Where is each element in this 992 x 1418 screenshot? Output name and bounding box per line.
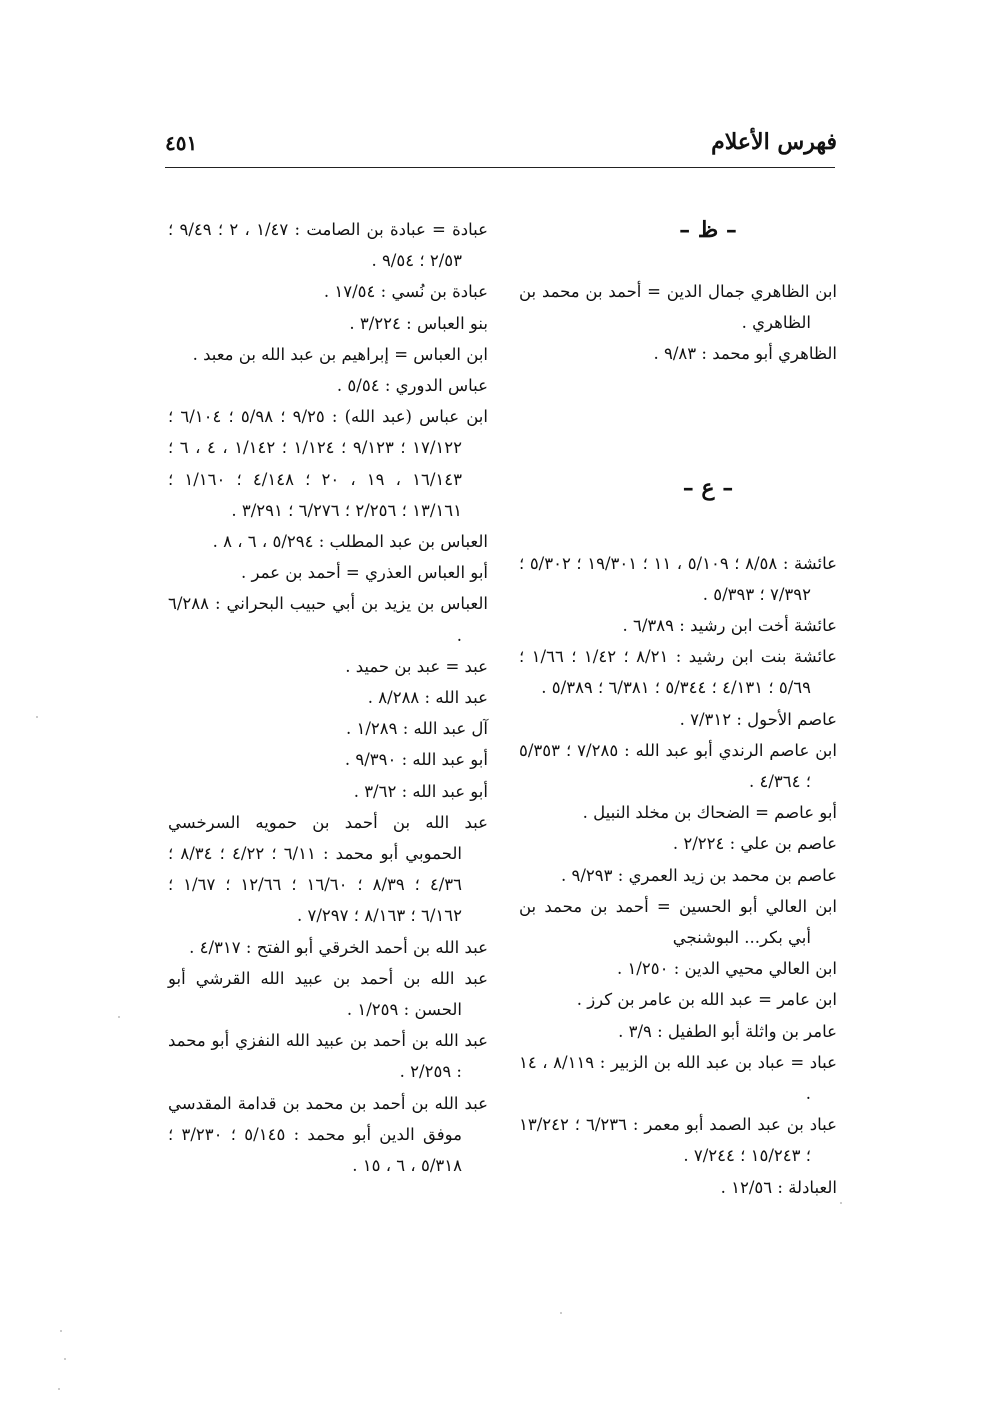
index-entry: آل عبد الله : ١/٢٨٩ . [345,719,488,739]
index-entry: عبادة بن نُسي : ١٧/٥٤ . [323,282,488,302]
index-entry: عبد الله بن أحمد بن عبيد الله النفزي أبو محمد : ٢/٢٥٩ . [168,1031,488,1082]
index-entry: ابن العالي أبو الحسين = أحمد بن محمد بن أبي بكر... البوشنجي [519,896,837,948]
index-entry: ابن العالي محيي الدين : ١/٢٥٠ . [616,959,837,979]
left-index-column [168,214,488,1181]
index-entry: أبو العباس العذري = أحمد بن عمر . [241,563,488,583]
index-entry: عبادة = عبادة بن الصامت : ١/٤٧ ، ٢ ؛ ٩/٤٩ ؛ ٢/٥٣ ؛ ٩/٥٤ . [168,220,488,271]
index-entry: عبد الله بن أحمد الخرقي أبو الفتح : ٤/٣١٧ . [189,937,488,957]
letter-heading-za: – ظ – [679,217,737,243]
index-entry: عبد = عبد بن حميد . [345,656,488,676]
right-index-column [519,214,837,1203]
index-entry: عائشة : ٨/٥٨ ؛ ٥/١٠٩ ، ١١ ؛ ١٩/٣٠١ ؛ ٥/٣٠٢ ؛ ٧/٣٩٢ ؛ ٥/٣٩٣ . [519,553,837,604]
index-entry: ابن عامر = عبد الله بن عامر بن كرز . [576,990,837,1010]
index-entry: العبادلة : ١٢/٥٦ . [720,1177,837,1197]
index-entry: عبد الله : ٨/٢٨٨ . [367,688,488,708]
index-entry: أبو عاصم = الضحاك بن مخلد النبيل . [582,803,837,823]
index-entry: الظاهري أبو محمد : ٩/٨٣ . [653,344,837,364]
index-entry: عبد الله بن أحمد بن عبيد الله القرشي أبو الحسن : ١/٢٥٩ . [168,968,488,1020]
header-rule [165,167,835,168]
index-entry: ابن عباس (عبد الله) : ٩/٢٥ ؛ ٥/٩٨ ؛ ٦/١٠٤ ؛ ١٧/١٢٢ ؛ ٩/١٢٣ ؛ ١/١٢٤ ؛ ١/١٤٢ ، ٤ ، ٦ ؛ ١٦/١٤٣ ، ١٩ ، ٢٠ ؛ ٤/١٤٨ ؛ ١/١٦٠ ؛ ١٣/١٦١ ؛ ٢/٢٥٦ ؛ ٦/٢٧٦ ؛ ٣/٢٩١ . [168,407,488,520]
index-entry: عاصم بن علي : ٢/٢٢٤ . [672,834,837,854]
index-entry: العباس بن يزيد بن أبي حبيب البحراني : ٦/٢٨٨ . [168,594,488,645]
index-entry: العباس بن عبد المطلب : ٥/٢٩٤ ، ٦ ، ٨ . [212,532,488,552]
index-entry: عائشة أخت ابن رشيد : ٦/٣٨٩ . [622,616,837,636]
letter-heading-ayn: – ع – [682,474,734,501]
index-entry: عائشة بنت ابن رشيد : ٨/٢١ ؛ ١/٤٢ ؛ ١/٦٦ ؛ ٥/٦٩ ؛ ٤/١٣١ ؛ ٥/٣٤٤ ؛ ٦/٣٨١ ؛ ٥/٣٨٩ . [519,647,837,698]
index-entry: عامر بن واثلة أبو الطفيل : ٣/٩ . [618,1021,837,1041]
index-entry: عبد الله بن أحمد بن حمويه السرخسي الحموبي أبو محمد : ٦/١١ ؛ ٤/٢٢ ؛ ٨/٣٤ ؛ ٤/٣٦ ؛ ٨/٣٩ ؛ ١٦/٦٠ ؛ ١٢/٦٦ ؛ ١/٦٧ ؛ ٦/١٦٢ ؛ ٨/١٦٣ ؛ ٧/٢٩٧ . [168,812,488,926]
index-entry: ابن الظاهري جمال الدين = أحمد بن محمد بن الظاهري . [519,282,837,333]
index-entry: عباد = عباد بن عبد الله بن الزبير : ٨/١١٩ ، ١٤ . [519,1052,837,1104]
index-entry: ابن عاصم الرندي أبو عبد الله : ٧/٢٨٥ ؛ ٥/٣٥٣ ؛ ٤/٣٦٤ . [519,740,837,792]
index-entry: ابن العباس = إبراهيم بن عبد الله بن معبد . [192,344,488,364]
index-entry: عاصم بن محمد بن زيد العمري : ٩/٢٩٣ . [561,865,837,885]
running-title: فهرس الأعلام [711,129,837,155]
index-entry: عباد بن عبد الصمد أبو معمر : ٦/٢٣٦ ؛ ١٣/٢٤٢ ؛ ١٥/٢٤٣ ؛ ٧/٢٤٤ . [519,1115,837,1166]
page-number: ٤٥١ [165,131,198,155]
index-entry: عباس الدوري : ٥/٥٤ . [336,376,488,396]
index-entry: عبد الله بن أحمد بن محمد بن قدامة المقدسي موفق الدين أبو محمد : ٥/١٤٥ ؛ ٣/٢٣٠ ؛ ٥/٣١٨ ، ٦ ، ١٥ . [168,1093,488,1176]
index-entry: عاصم الأحول : ٧/٣١٢ . [679,709,837,729]
index-entry: أبو عبد الله : ٣/٦٢ . [353,781,488,801]
index-entry: بنو العباس : ٣/٢٢٤ . [349,313,488,333]
index-entry: أبو عبد الله : ٩/٣٩٠ . [344,750,488,770]
